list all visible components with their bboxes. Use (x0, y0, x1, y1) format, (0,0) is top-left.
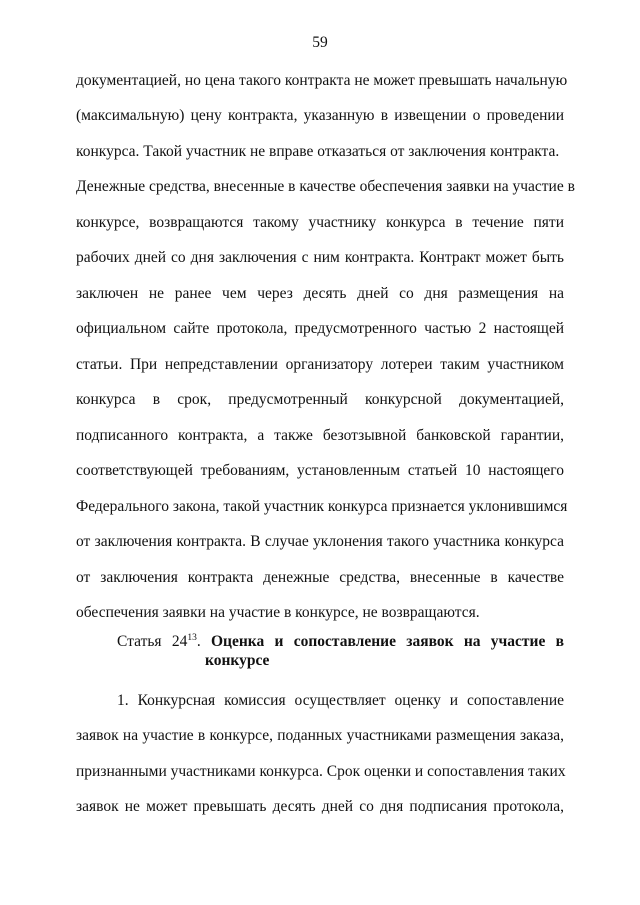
text-line: от заключения контракта денежные средства, внесенные в качестве (76, 569, 564, 586)
text-line: заключен не ранее чем через десять дней со дня размещения на (76, 285, 564, 302)
text-line: подписанного контракта, а также безотзывной банковской гарантии, (76, 427, 564, 444)
text-line: обеспечения заявки на участие в конкурсе, не возвращаются. (76, 604, 480, 621)
article-number: Статья $24^{13}$. (117, 632, 201, 650)
text-line: от заключения контракта. В случае уклонения такого участника конкурса (76, 533, 564, 550)
text-line: 1. Конкурсная комиссия осуществляет оценку и сопоставление (117, 692, 564, 709)
article-heading-line1 (117, 633, 564, 651)
text-line: Федерального закона, такой участник конкурса признается уклонившимся (76, 498, 568, 515)
article-title: Оценка и сопоставление заявок на участие в (211, 633, 564, 650)
text-line: официальном сайте протокола, предусмотренного частью 2 настоящей (76, 320, 564, 337)
text-line: заявок на участие в конкурсе, поданных участниками размещения заказа, (76, 727, 564, 744)
text-line: статьи. При непредставлении организатору лотереи таким участником (76, 356, 564, 373)
text-line: признанными участниками конкурса. Срок оценки и сопоставления таких (76, 763, 566, 780)
text-line: конкурса в срок, предусмотренный конкурсной документацией, (76, 391, 564, 408)
text-line: соответствующей требованиям, установленным статьей 10 настоящего (76, 462, 564, 479)
text-line: конкурса. Такой участник не вправе отказаться от заключения контракта. (76, 143, 560, 160)
text-line: документацией, но цена такого контракта не может превышать начальную (76, 72, 568, 89)
text-line: (максимальную) цену контракта, указанную в извещении о проведении (76, 107, 564, 124)
article-heading-line2: конкурсе (205, 652, 270, 669)
text-line: конкурсе, возвращаются такому участнику конкурса в течение пяти (76, 214, 564, 231)
text-line: Денежные средства, внесенные в качестве обеспечения заявки на участие в (76, 178, 575, 195)
text-line: рабочих дней со дня заключения с ним контракта. Контракт может быть (76, 249, 564, 266)
text-line: заявок не может превышать десять дней со дня подписания протокола, (76, 798, 564, 815)
page-number: 59 (312, 34, 328, 51)
